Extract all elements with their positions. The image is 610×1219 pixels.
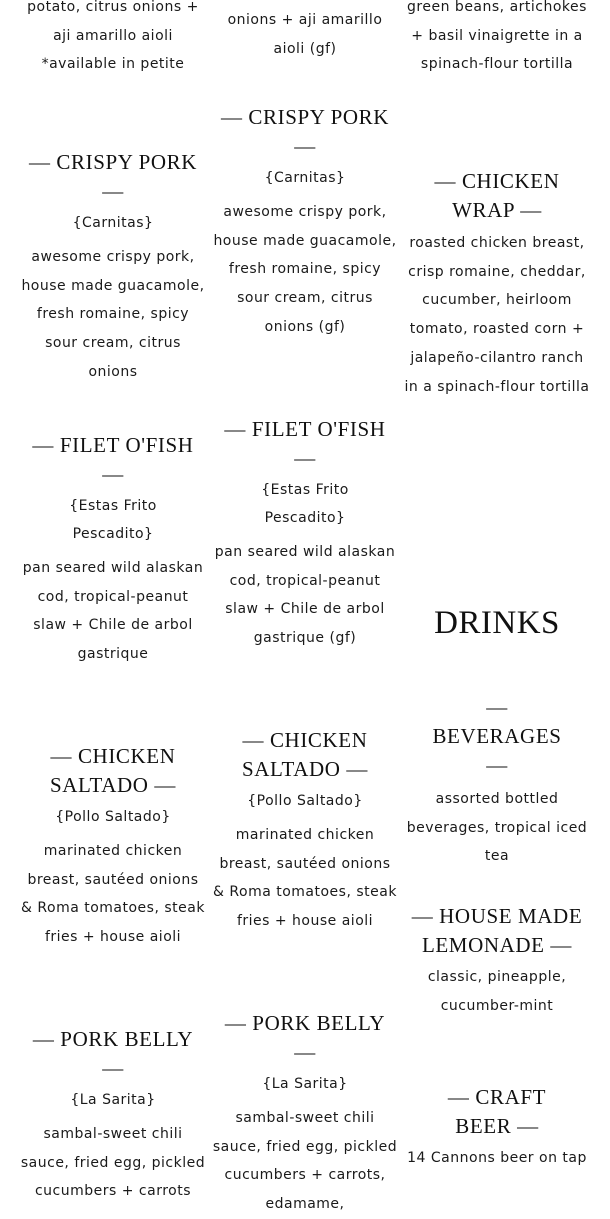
drinks-section-heading [402,603,592,643]
item-title: — FILET O'FISH — [32,433,194,486]
menu-item-crispy-pork [18,148,208,387]
item-title: — HOUSE MADE LEMONADE — [411,904,583,957]
menu-item-crispy-pork [210,103,400,342]
item-title: — FILET O'FISH — [224,417,386,470]
menu-item-fragment [210,6,400,63]
item-description: pan seared wild alaskan cod, tropical-peanut slaw + Chile de arbol gastrique [22,560,204,663]
item-title: — CRISPY PORK — [220,105,390,158]
item-title: — CRISPY PORK — [28,150,198,203]
item-subtitle: {Pollo Saltado} [55,809,171,825]
drink-item-beverages [402,693,592,871]
item-description: sambal-sweet chili sauce, fried egg, pickled cucumbers + carrots [20,1126,206,1200]
menu-item-chicken-wrap [402,167,592,401]
item-description: awesome crispy pork, house made guacamole, fresh romaine, spicy sour cream, citrus onions (gf) [213,204,397,335]
menu-item-pork-belly [210,1009,400,1219]
item-description: awesome crispy pork, house made guacamole, fresh romaine, spicy sour cream, citrus onions [21,249,205,380]
item-subtitle: {Carnitas} [264,170,346,186]
menu-item-filet-ofish [210,415,400,653]
item-description: green beans, artichokes + basil vinaigrette in a spinach-flour tortilla [407,0,587,73]
drink-item-house-made-lemonade [402,902,592,1020]
item-description: 14 Cannons beer on tap [407,1150,587,1166]
item-title: — PORK BELLY — [224,1011,386,1064]
item-title: — CRAFT BEER — [447,1085,547,1138]
item-subtitle: {La Sarita} [262,1076,348,1092]
menu-item-pork-belly [18,1025,208,1206]
item-description: assorted bottled beverages, tropical iced tea [406,791,588,865]
menu-item-fragment [402,0,592,79]
drink-item-craft-beer [402,1083,592,1173]
item-title: — PORK BELLY — [32,1027,194,1080]
item-title: — BEVERAGES — [432,695,562,777]
item-description: marinated chicken breast, sautéed onions & Roma tomatoes, steak fries + house aioli [21,843,205,946]
item-description: pan seared wild alaskan cod, tropical-peanut slaw + Chile de arbol gastrique (gf) [214,544,396,647]
item-subtitle: {Estas Frito Pescadito} [69,498,157,542]
item-title: — CHICKEN SALTADO — [241,728,369,781]
item-subtitle: {Pollo Saltado} [247,793,363,809]
item-description: onions + aji amarillo aioli (gf) [227,12,383,57]
item-subtitle: {Carnitas} [72,215,154,231]
item-description: marinated chicken breast, sautéed onions & Roma tomatoes, steak fries + house aioli [213,827,397,930]
item-title: — CHICKEN WRAP — [434,169,560,222]
menu-item-filet-ofish [18,431,208,669]
menu-item-chicken-saltado [18,742,208,952]
menu-item-chicken-saltado [210,726,400,936]
item-description: potato, citrus onions + aji amarillo aioli *available in petite [27,0,199,73]
section-title: DRINKS [434,605,560,641]
menu-item-fragment [18,0,208,79]
item-subtitle: {Estas Frito Pescadito} [261,482,349,526]
item-description: roasted chicken breast, crisp romaine, cheddar, cucumber, heirloom tomato, roasted corn + jalapeño-cilantro ranch in a spinach-flour tortilla [404,235,590,395]
item-description: sambal-sweet chili sauce, fried egg, pickled cucumbers + carrots, edamame, [212,1110,398,1213]
item-title: — CHICKEN SALTADO — [49,744,177,797]
item-subtitle: {La Sarita} [70,1092,156,1108]
item-description: classic, pineapple, cucumber-mint [427,969,567,1014]
